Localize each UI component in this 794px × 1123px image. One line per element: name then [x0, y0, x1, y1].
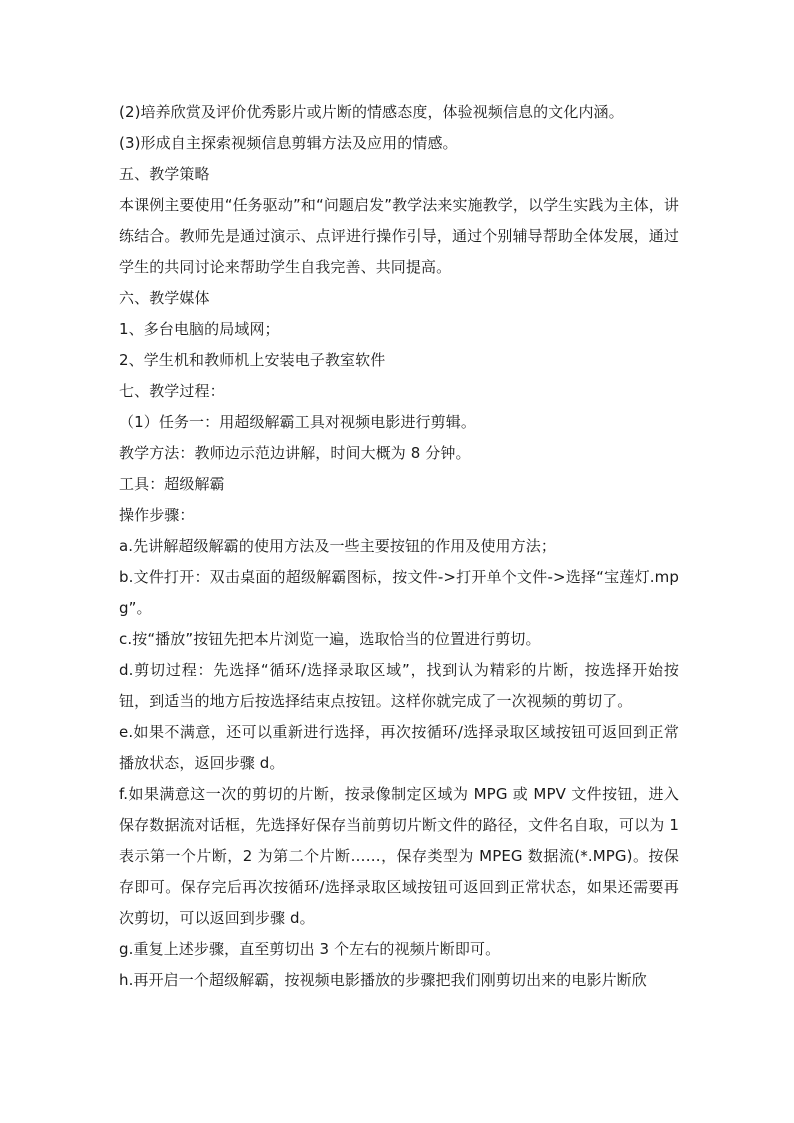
- document-body: [119, 97, 679, 996]
- section-heading-media: 六、教学媒体: [119, 289, 210, 307]
- step-g-paragraph: g.重复上述步骤，直至剪切出 3 个左右的视频片断即可。: [119, 940, 501, 958]
- step-e-paragraph: e.如果不满意，还可以重新进行选择，再次按循环/选择录取区域按钮可返回到正常播放状态，返回步骤 d。: [119, 723, 679, 772]
- tool-paragraph: 工具：超级解霸: [119, 475, 225, 493]
- step-f-paragraph: f.如果满意这一次的剪切的片断，按录像制定区域为 MPG 或 MPV 文件按钮，进入保存数据流对话框，先选择好保存当前剪切片断文件的路径，文件名自取，可以为 1 表示第一个片断，2 为第二个片断……，保存类型为 MPEG 数据流(*.MPG)。按保存即可。保存完后再次按循环/选择录取区域按钮可返回到正常状态，如果还需要再次剪切，可以返回到步骤 d。: [119, 785, 679, 927]
- objective-2-paragraph: (2)培养欣赏及评价优秀影片或片断的情感态度，体验视频信息的文化内涵。: [119, 103, 624, 121]
- teaching-method-paragraph: 教学方法：教师边示范边讲解，时间大概为 8 分钟。: [119, 444, 471, 462]
- steps-heading: 操作步骤：: [119, 506, 195, 524]
- media-item-1: 1、多台电脑的局域网；: [119, 320, 280, 338]
- section-heading-strategy: 五、教学策略: [119, 165, 210, 183]
- step-c-paragraph: c.按“播放”按钮先把本片浏览一遍，选取恰当的位置进行剪切。: [119, 630, 541, 648]
- step-h-paragraph: h.再开启一个超级解霸，按视频电影播放的步骤把我们刚剪切出来的电影片断欣: [119, 971, 647, 989]
- step-d-paragraph: d.剪切过程：先选择“循环/选择录取区域”，找到认为精彩的片断，按选择开始按钮，到适当的地方后按选择结束点按钮。这样你就完成了一次视频的剪切了。: [119, 661, 679, 710]
- task-1-paragraph: （1）任务一：用超级解霸工具对视频电影进行剪辑。: [119, 413, 476, 431]
- step-a-paragraph: a.先讲解超级解霸的使用方法及一些主要按钮的作用及使用方法；: [119, 537, 556, 555]
- strategy-paragraph: 本课例主要使用“任务驱动”和“问题启发”教学法来实施教学，以学生实践为主体，讲练结合。教师先是通过演示、点评进行操作引导，通过个别辅导帮助全体发展，通过学生的共同讨论来帮助学生自我完善、共同提高。: [119, 196, 679, 276]
- section-heading-process: 七、教学过程：: [119, 382, 225, 400]
- media-item-2: 2、学生机和教师机上安装电子教室软件: [119, 351, 386, 369]
- step-b-paragraph: b.文件打开：双击桌面的超级解霸图标，按文件->打开单个文件->选择“宝莲灯.mpg”。: [119, 568, 679, 617]
- objective-3-paragraph: (3)形成自主探索视频信息剪辑方法及应用的情感。: [119, 134, 458, 152]
